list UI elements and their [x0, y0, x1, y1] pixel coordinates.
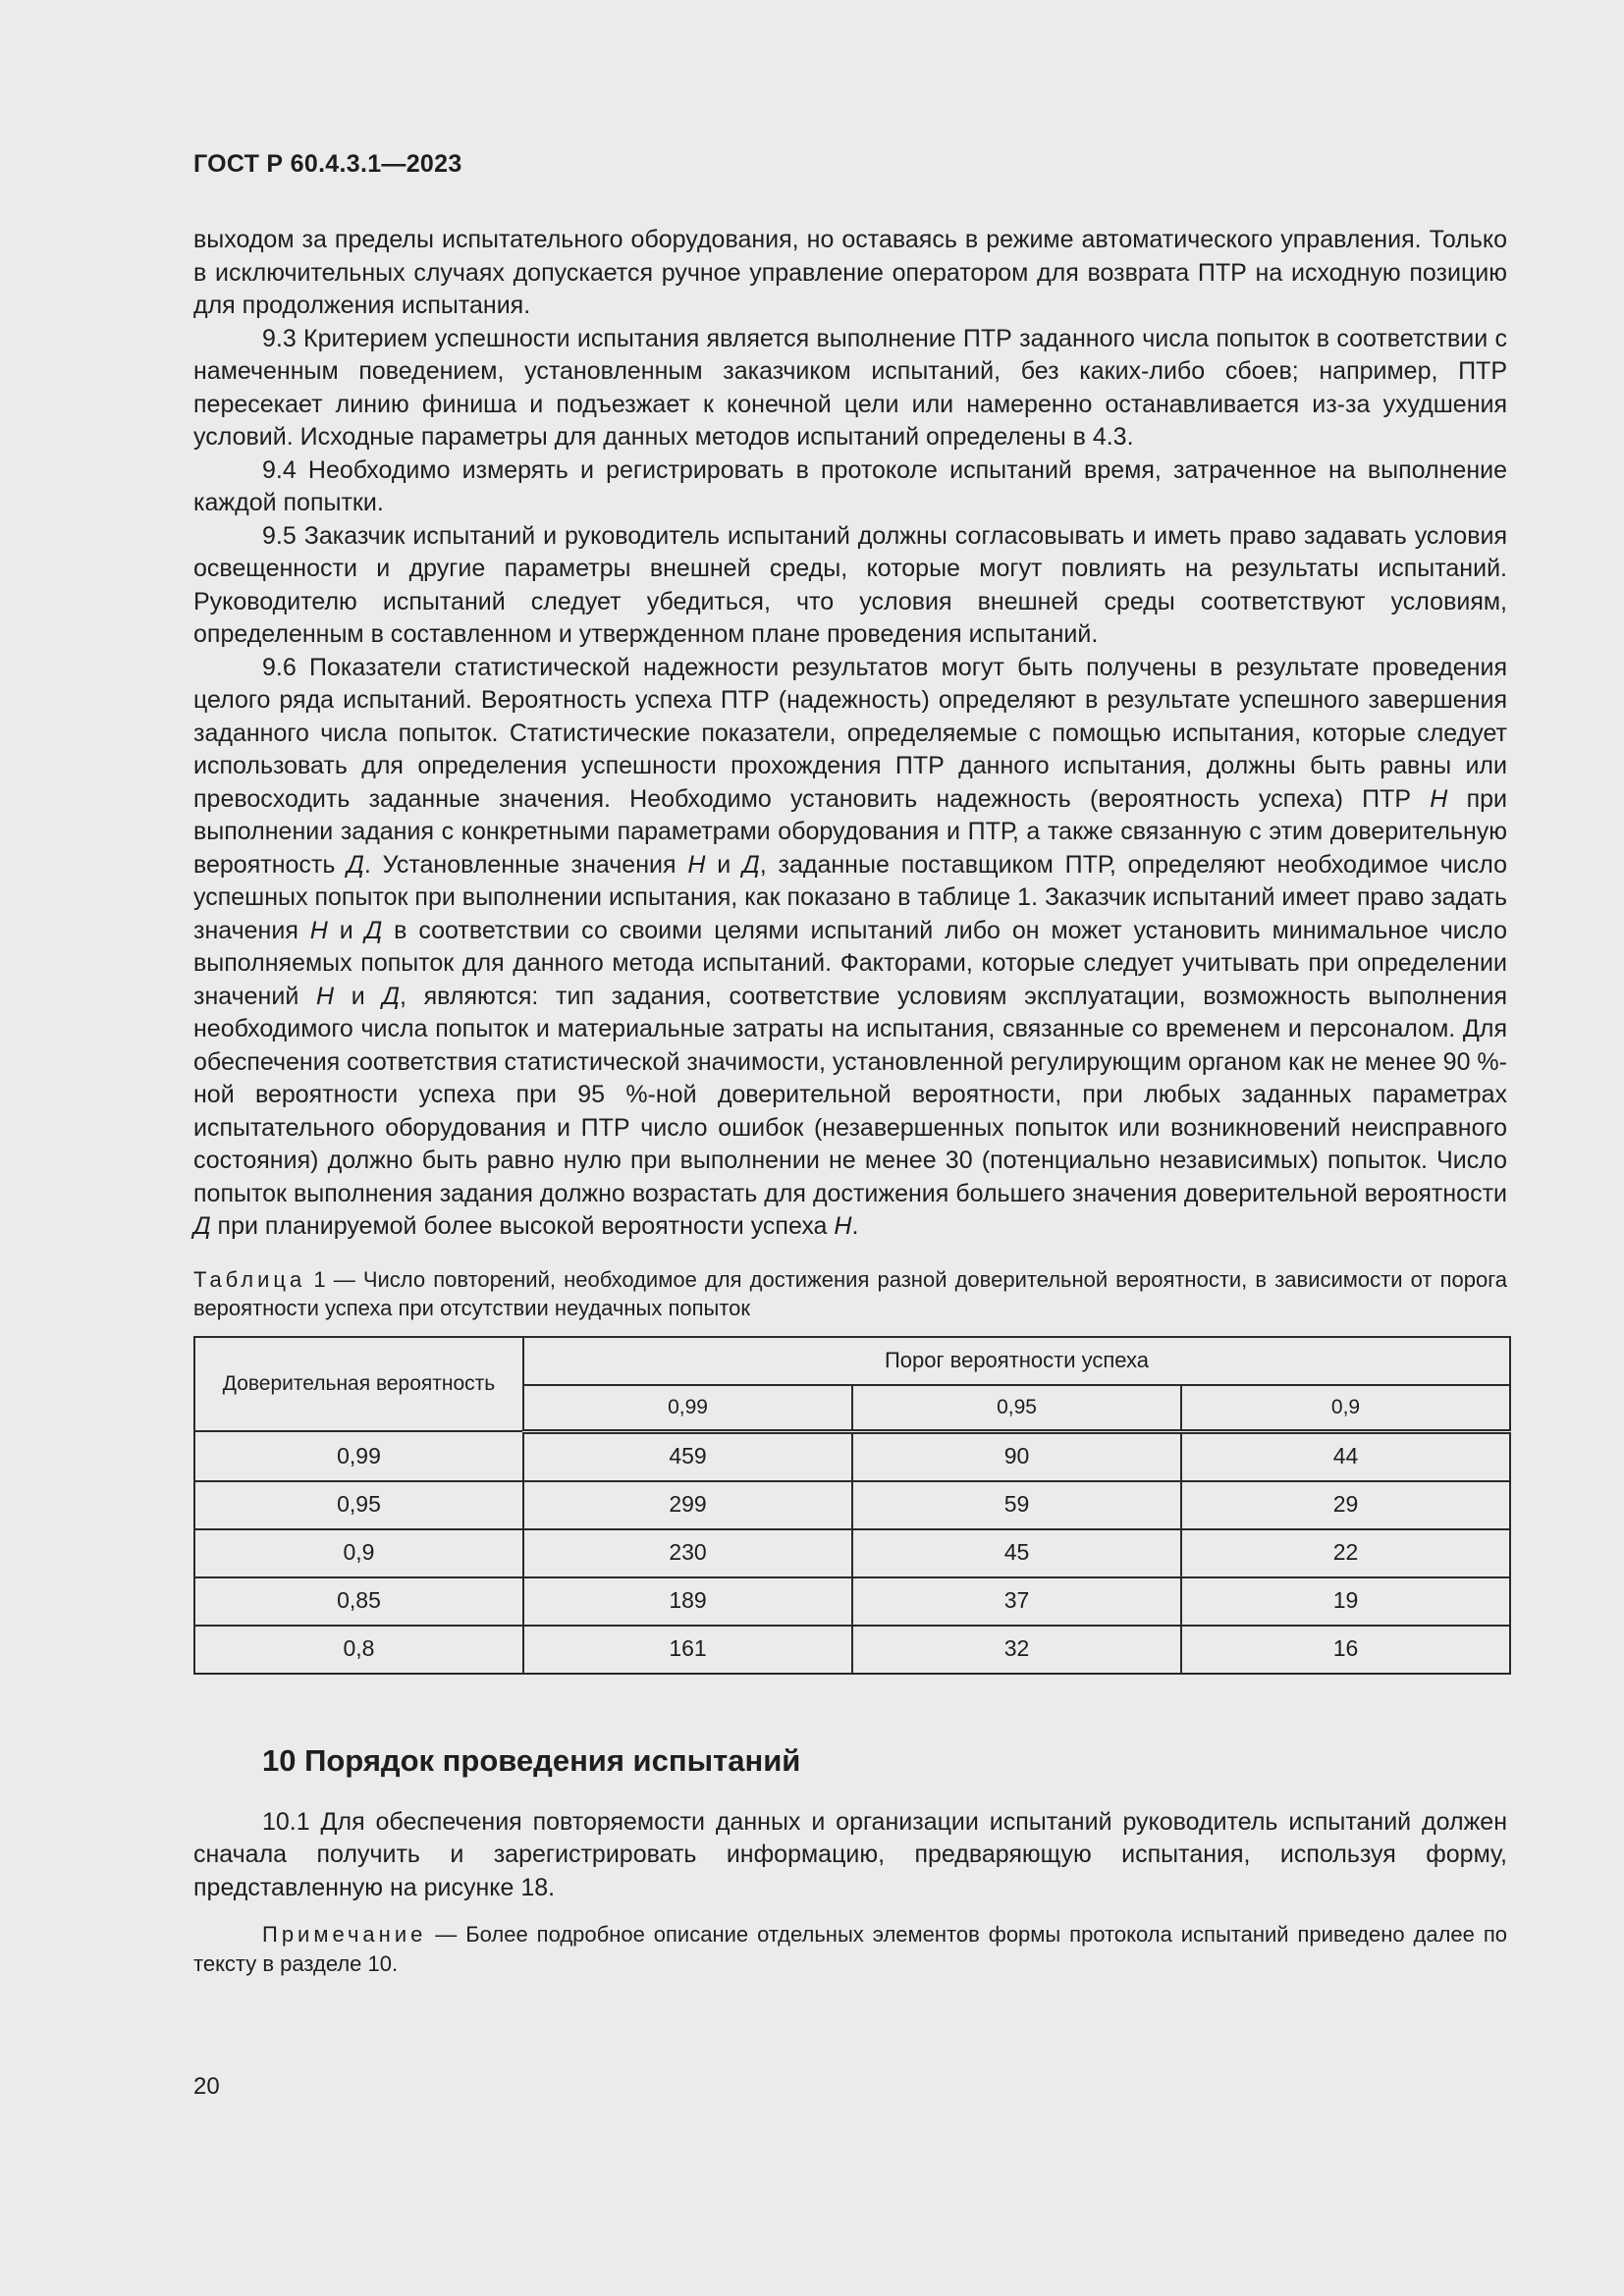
table-cell: 0,95 — [194, 1481, 523, 1529]
table-cell: 299 — [523, 1481, 852, 1529]
symbol-d: Д — [347, 850, 364, 879]
table-cell: 16 — [1181, 1626, 1510, 1674]
paragraph-9-5: 9.5 Заказчик испытаний и руководитель испытаний должны согласовывать и иметь право задавать условия освещенности и другие параметры внешней среды, которые могут повлиять на результаты испытаний. Руководителю испытаний следует убедиться, что условия внешней среды соответствуют условиям, определенным в составленном и утвержденном плане проведения испытаний. — [193, 521, 1507, 648]
table-caption-text: 1 — Число повторений, необходимое для достижения разной доверительной вероятности, в зависимости от порога вероятности успеха при отсутствии неудачных попыток — [193, 1266, 1507, 1320]
table-cell: 29 — [1181, 1481, 1510, 1529]
table-cell: 189 — [523, 1577, 852, 1626]
table-cell: 45 — [852, 1529, 1181, 1577]
table-cell: 0,99 — [194, 1431, 523, 1481]
table-caption — [193, 1265, 1507, 1322]
table-cell: 44 — [1181, 1431, 1510, 1481]
symbol-d: Д — [193, 1212, 211, 1240]
symbol-d: Д — [364, 916, 383, 944]
symbol-d: Д — [742, 850, 760, 879]
table-cell: 90 — [852, 1431, 1181, 1481]
paragraph-continuation: выходом за пределы испытательного оборудования, но оставаясь в режиме автоматического управления. Только в исключительных случаях допускается ручное управление оператором для возврата ПТР на исходную позицию для продолжения испытания. — [193, 226, 1507, 319]
table-row — [194, 1577, 1510, 1626]
table-cell: 161 — [523, 1626, 852, 1674]
symbol-h: Н — [834, 1212, 852, 1240]
table-row — [194, 1529, 1510, 1577]
note — [193, 1920, 1507, 1979]
table-row-header: Доверительная вероятность — [194, 1337, 523, 1432]
table-cell: 0,85 — [194, 1577, 523, 1626]
symbol-h: Н — [687, 850, 706, 879]
table-cell: 0,9 — [194, 1529, 523, 1577]
section-10-title: 10 Порядок проведения испытаний — [262, 1742, 801, 1778]
table-cell: 22 — [1181, 1529, 1510, 1577]
table-row — [194, 1481, 1510, 1529]
symbol-h: Н — [309, 916, 328, 944]
table-cell: 230 — [523, 1529, 852, 1577]
table-column-header: 0,99 — [523, 1385, 852, 1432]
table-caption-label: Таблица — [193, 1266, 306, 1292]
symbol-d: Д — [382, 982, 400, 1010]
symbol-h: Н — [315, 982, 335, 1010]
table-group-header: Порог вероятности успеха — [523, 1337, 1510, 1385]
table-cell: 0,8 — [194, 1626, 523, 1674]
paragraph-10-1: 10.1 Для обеспечения повторяемости данных и организации испытаний руководитель испытаний должен сначала получить и зарегистрировать информацию, предваряющую испытания, используя форму, представленную на рисунке 18. — [193, 1807, 1507, 1901]
paragraph-9-3: 9.3 Критерием успешности испытания является выполнение ПТР заданного числа попыток в соответствии с намеченным поведением, установленным заказчиком испытаний, без каких-либо сбоев; например, ПТР пересекает линию финиша и подъезжает к конечной цели или намеренно останавливается из-за ухудшения условий. Исходные параметры для данных методов испытаний определены в 4.3. — [193, 324, 1507, 451]
table-cell: 19 — [1181, 1577, 1510, 1626]
table-column-header: 0,95 — [852, 1385, 1181, 1432]
table-row — [194, 1431, 1510, 1481]
data-table — [193, 1336, 1511, 1675]
page-number: 20 — [193, 2073, 220, 2100]
note-text: — Более подробное описание отдельных элементов формы протокола испытаний приведено далее по тексту в разделе 10. — [193, 1922, 1507, 1976]
page-content — [193, 224, 1507, 1979]
table-column-header: 0,9 — [1181, 1385, 1510, 1432]
document-code-header: ГОСТ Р 60.4.3.1—2023 — [193, 150, 462, 178]
table-cell: 32 — [852, 1626, 1181, 1674]
table-cell: 37 — [852, 1577, 1181, 1626]
symbol-h: Н — [1430, 784, 1448, 813]
paragraph-9-4: 9.4 Необходимо измерять и регистрировать в протоколе испытаний время, затраченное на выполнение каждой попытки. — [193, 455, 1507, 516]
table-cell: 459 — [523, 1431, 852, 1481]
paragraph-9-6: 9.6 Показатели статистической надежности результатов могут быть получены в результате проведения целого ряда испытаний. Вероятность успеха ПТР (надежность) определяют в результате успешного завершения заданного числа попыток. Статистические показатели, определяемые с помощью испытания, которые следует использовать для определения успешности прохождения ПТР данного испытания, должны быть равны или превосходить заданные значения. Необходимо установить надежность (вероятность успеха) ПТР Н при выполнении задания с конкретными параметрами оборудования и ПТР, а также связанную с этим доверительную вероятность Д. Установленные значения Н и Д, заданные поставщиком ПТР, определяют необходимое число успешных попыток при выполнении испытания, как показано в таблице 1. Заказчик испытаний имеет право задать значения Н и Д в соответствии со своими целями испытаний либо он может установить минимальное число выполняемых попыток для данного метода испытаний. Факторами, которые следует учитывать при определении значений Н и Д, являются: тип задания, соответствие условиям эксплуатации, возможность выполнения необходимого числа попыток и материальные затраты на испытания, связанные со временем и персоналом. Для обеспечения соответствия статистической значимости, установленной регулирующим органом как не менее 90 %-ной вероятности успеха при 95 %-ной доверительной вероятности, при любых заданных параметрах испытательного оборудования и ПТР число ошибок (незавершенных попыток или возникновений неисправного состояния) должно быть равно нулю при выполнении не менее 30 (потенциально независимых) попыток. Число попыток выполнения задания должно возрастать для достижения большего значения доверительной вероятности Д при планируемой более высокой вероятности успеха Н. — [193, 653, 1508, 1240]
note-label: Примечание — [262, 1922, 427, 1947]
table-row — [194, 1626, 1510, 1674]
table-cell: 59 — [852, 1481, 1181, 1529]
